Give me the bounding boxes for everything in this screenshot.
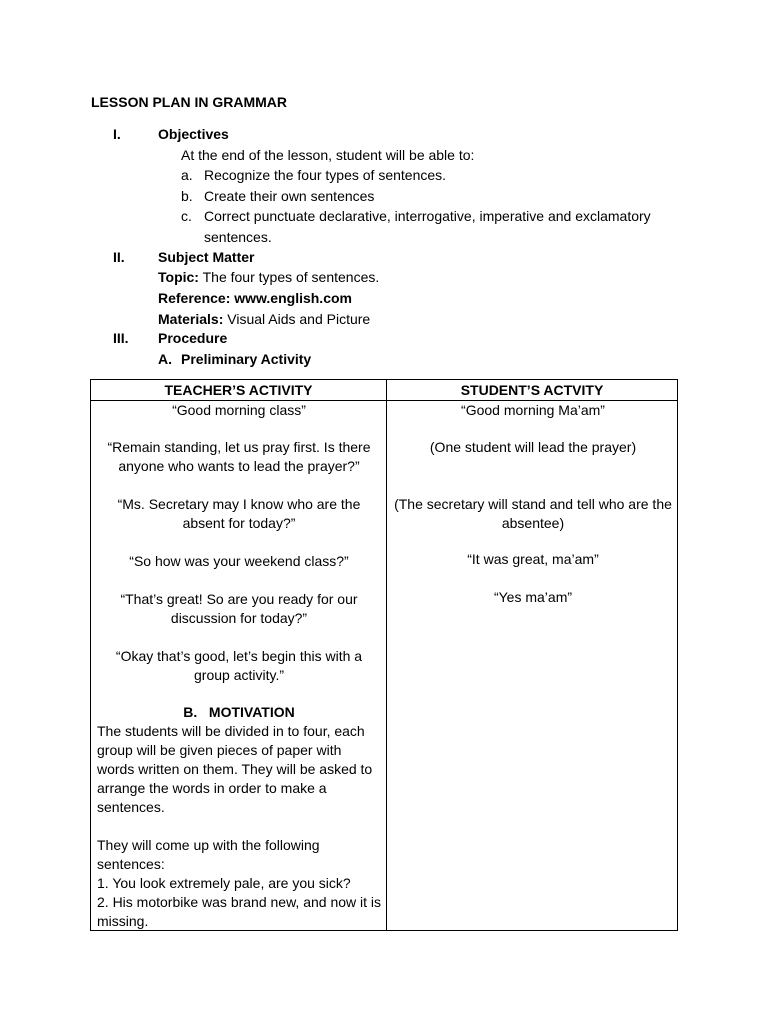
objective-c-text: Correct punctuate declarative, interrogative, imperative and exclamatory: [204, 208, 651, 224]
section-2-numeral: II.: [113, 249, 125, 265]
motivation-text-line: The students will be divided in to four, each: [97, 723, 365, 739]
topic-value: The four types of sentences.: [202, 269, 380, 285]
materials-value: Visual Aids and Picture: [227, 311, 371, 327]
sentences-paragraph: [97, 836, 383, 931]
sentence-item-1: 1. You look extremely pale, are you sick?: [97, 875, 351, 891]
motivation-text-line: sentences.: [97, 799, 165, 815]
objective-c-text-cont: sentences.: [204, 229, 272, 245]
motivation-heading: [97, 703, 381, 722]
sentences-text-line: sentences:: [97, 856, 165, 872]
section-1-numeral: I.: [113, 126, 121, 142]
student-line-4: “It was great, ma’am”: [467, 551, 599, 567]
topic-line: [158, 269, 379, 285]
sentence-item-2-cont: missing.: [97, 913, 149, 929]
sentences-text-line: They will come up with the following: [97, 837, 320, 853]
teacher-line-6: “Okay that’s good, let’s begin this with a group activity.”: [115, 648, 363, 683]
teacher-activity-header: TEACHER’S ACTIVITY: [164, 382, 313, 398]
student-line-1: “Good morning Ma’am”: [461, 402, 605, 418]
motivation-text-line: words written on them. They will be asked to: [97, 761, 373, 777]
materials-line: [158, 311, 370, 327]
teacher-line-1: “Good morning class”: [172, 402, 306, 418]
section-3-numeral: III.: [113, 330, 129, 346]
objective-c-letter: c.: [181, 208, 192, 224]
materials-label: Materials:: [158, 311, 224, 327]
activity-table: [90, 379, 678, 931]
topic-label: Topic:: [158, 269, 199, 285]
motivation-paragraph: [97, 722, 383, 817]
section-3-heading: Procedure: [158, 330, 228, 346]
motivation-text-line: group will be given pieces of paper with: [97, 742, 342, 758]
objective-b-letter: b.: [181, 188, 193, 204]
reference-value: www.english.com: [234, 290, 352, 306]
document-title: LESSON PLAN IN GRAMMAR: [91, 94, 287, 110]
objective-a-letter: a.: [181, 167, 193, 183]
motivation-letter: B.: [183, 704, 198, 720]
teacher-line-2: “Remain standing, let us pray first. Is there anyone who wants to lead the prayer?”: [107, 439, 371, 474]
subsection-a-heading: Preliminary Activity: [181, 351, 312, 367]
reference-label: Reference:: [158, 290, 231, 306]
section-2-heading: Subject Matter: [158, 249, 255, 265]
motivation-text-line: arrange the words in order to make a: [97, 780, 327, 796]
objective-b-text: Create their own sentences: [204, 188, 375, 204]
student-line-5: “Yes ma’am”: [493, 589, 573, 605]
student-activity-header: STUDENT’S ACTVITY: [460, 382, 604, 398]
motivation-title: MOTIVATION: [208, 704, 295, 720]
section-1-heading: Objectives: [158, 126, 229, 142]
column-divider: [386, 380, 387, 930]
student-line-2: (One student will lead the prayer): [429, 439, 637, 455]
student-line-3: (The secretary will stand and tell who are the absentee): [394, 496, 672, 531]
teacher-line-3: “Ms. Secretary may I know who are the absent for today?”: [117, 496, 361, 531]
teacher-line-5: “That’s great! So are you ready for our discussion for today?”: [120, 591, 358, 626]
teacher-line-4: “So how was your weekend class?”: [129, 553, 349, 569]
subsection-a-letter: A.: [158, 351, 172, 367]
reference-line: [158, 290, 352, 306]
objective-a-text: Recognize the four types of sentences.: [204, 167, 447, 183]
sentence-item-2: 2. His motorbike was brand new, and now it is: [97, 894, 382, 910]
objectives-intro: At the end of the lesson, student will be able to:: [181, 147, 475, 163]
